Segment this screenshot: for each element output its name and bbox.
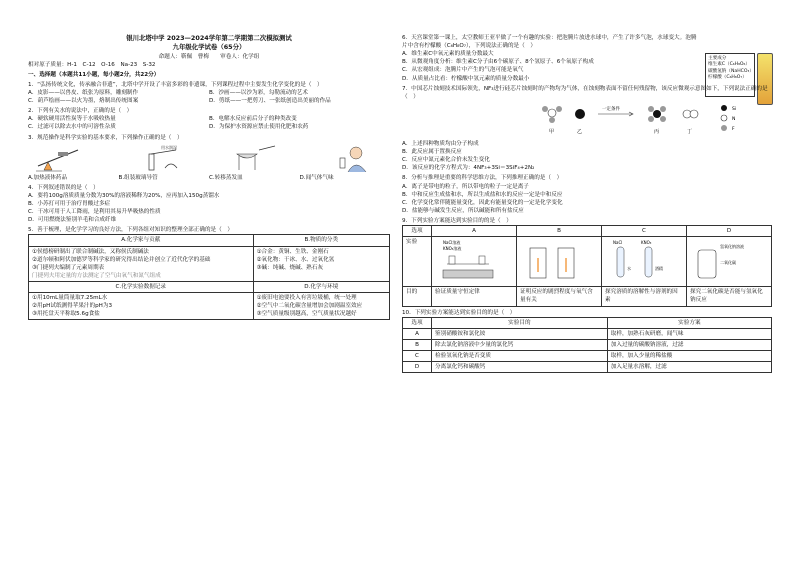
molecule-yi — [575, 109, 585, 119]
q10-header-plan: 实验方案 — [607, 317, 771, 328]
q5-stem: 5．善于梳理，是化学学习的良好方法，下列各组对知识的整理全部正确的是（ ） — [28, 227, 233, 234]
q9-goal-label: 目的 — [403, 287, 432, 306]
table-row — [403, 362, 772, 373]
q3-figures — [28, 144, 390, 172]
q5-b-line1: ①合金：黄铜、生铁、金刚石 — [256, 248, 329, 255]
q9-goal-c: 探究溶质的溶解性与溶剂的因素 — [602, 287, 687, 306]
q1-option-d: D．剪纸——一把剪刀、一张纸创造出美丽的作品 — [209, 98, 331, 105]
q5-head-d: D.化学与环境 — [253, 281, 389, 292]
label-jia: 甲 — [549, 128, 555, 135]
q1-stem: 1．“弘扬传统文化，传承融合非遗”，北塔中学开设了丰富多彩的非遗课，下列课程过程中主要发生化学变化的是（ ） — [28, 81, 323, 88]
left-column — [28, 34, 390, 320]
q5-c-line2: ②用pH试纸测得苹果汁的pH为3 — [32, 303, 113, 310]
q8-stem: 8．分析与推理是重要的科学思维方法，下列推理正确的是（ ） — [402, 175, 563, 182]
si-atom-icon — [721, 105, 727, 111]
q10-table — [402, 317, 772, 374]
q10-header-option: 选项 — [403, 317, 432, 328]
q5-cell-d — [253, 293, 389, 320]
q8-option-c: C．化学变化常伴随能量变化，因此有能量变化的一定是化学变化 — [402, 199, 563, 206]
balance-figure — [435, 238, 505, 282]
q5-table — [28, 234, 390, 320]
q2-option-a: A．硬软硬用活性炭等于水吸收热量 — [28, 116, 116, 123]
q9-fig-b — [517, 237, 602, 287]
q5-head-b: B.物质的分类 — [253, 235, 389, 246]
smelling-gas-figure — [308, 144, 390, 172]
q6-option-d: D．从质量占比看：柠檬酸中氢元素的质量分数最小 — [402, 75, 530, 82]
co2-bottle-figure — [690, 238, 760, 282]
q9-fig-c — [602, 237, 687, 287]
q9-header-c: C — [602, 226, 687, 237]
q4-option-d: D．可用燃烧法鉴别羊毛和合成纤维 — [28, 217, 117, 224]
q10-a-plan: 取样，加熟石灰研磨，闻气味 — [607, 328, 771, 339]
test-tubes-figure — [605, 238, 675, 282]
q6-stem: 6．天宫课堂第一课上，太空教师王亚平做了一个有趣的实验：把泡腾片放进水球中，产生了许多气泡，水球变大。泡腾片中含有柠檬酸（C₆H₈O₇），下列说法正确的是（ ） — [402, 35, 697, 50]
q7-option-d: D．该反应的化学方程式为：4NF₃+3Si＝3SiF₄+2N₂ — [402, 165, 535, 172]
glass-tube-figure — [121, 144, 203, 172]
label-ding: 丁 — [687, 128, 693, 135]
reaction-condition: 一定条件 — [602, 106, 620, 112]
q7-option-b: B．此反应属于置换反应 — [402, 149, 462, 156]
q5-d-line3: ③空气质量级别越高，空气质量状况越好 — [256, 311, 357, 318]
q5-a-note: 门捷列夫用定量的方法测定了空气由氧气和氮气组成 — [32, 272, 161, 279]
q5-b-line3: ③碱：纯碱、烧碱、熟石灰 — [256, 264, 324, 271]
q8-option-b: B．中和反应生成盐和水，所以生成盐和水的反应一定是中和反应 — [402, 191, 563, 198]
q5-cell-a — [29, 246, 254, 281]
label-yi: 乙 — [577, 128, 583, 135]
q10-c-plan: 取样，加入少量的稀盐酸 — [607, 350, 771, 361]
label-line4: 柠檬酸（C₆H₈O₇） — [708, 75, 747, 81]
q9-header-option: 选项 — [403, 226, 432, 237]
q4-stem: 4．下列叙述错误的是（ ） — [28, 184, 99, 191]
q5-d-line1: ①废旧电池要投入有害垃圾桶，统一处理 — [256, 295, 357, 302]
f-atom-icon — [721, 125, 727, 131]
table-row — [403, 350, 772, 361]
q5-c-line1: ①用10mL量筒量取7.25mL水 — [32, 295, 108, 302]
q9-row-label: 实验 — [403, 237, 432, 287]
q5-head-c: C.化学实验数据记录 — [29, 281, 254, 292]
q3-option-c: C.转移蒸发皿 — [209, 174, 243, 181]
q1-options — [28, 89, 390, 105]
legend-si: Si — [732, 106, 737, 112]
q3-options — [28, 174, 390, 182]
q9-goal-b: 证明反应的剧烈程度与氧气含量有关 — [517, 287, 602, 306]
jars-figure — [520, 238, 590, 282]
q10-d-option: D — [403, 362, 432, 373]
label-line1: 主要成分 — [708, 56, 727, 61]
q10-d-goal: 分离氯化钙和碳酸钙 — [432, 362, 608, 373]
q5-cell-c — [29, 293, 254, 320]
q5-cell-b — [253, 246, 389, 281]
q10-a-option: A — [403, 328, 432, 339]
q3-option-b: B.组装玻璃导管 — [118, 174, 158, 181]
label-line3: 碳酸氢钠（NaHCO₃） — [708, 68, 754, 74]
q10-c-goal: 检验氢氧化钠是否变质 — [432, 350, 608, 361]
q10-header-goal: 实验目的 — [432, 317, 608, 328]
q2-options — [28, 115, 390, 131]
q5-a-line2: ②道尔顿和阿伏加德罗等科学家的研究得出结论并创立了近代化学的基础 — [32, 256, 211, 263]
heating-liquid-figure — [28, 144, 110, 172]
q9-d-text1: 氢氧化钠溶液 — [720, 244, 744, 250]
q9-a-text1: NaCl溶液 — [443, 240, 461, 246]
q2-stem: 2．下列有关水的说法中，正确的是（ ） — [28, 108, 133, 115]
q9-goal-a: 验证质量守恒定律 — [432, 287, 517, 306]
q9-c-text4: 酒精 — [655, 266, 663, 272]
q3-stem: 3．规范操作是科学实验的基本要求，下列操作正确的是（ ） — [28, 134, 183, 141]
q8-option-d: D．盐能够与碱发生反应，所以碱能和所有盐反应 — [402, 207, 524, 214]
q5-a-line3: ③门捷列夫编制了元素周期表 — [32, 264, 105, 271]
n-atom-icon — [721, 115, 727, 121]
molecule-bing — [648, 106, 666, 122]
table-row — [403, 328, 772, 339]
q9-c-text1: NaCl — [613, 240, 623, 246]
q4-option-c: C．干冰可用于人工降雨，是利用其易升华吸热的性质 — [28, 209, 161, 216]
molecule-jia — [542, 106, 562, 123]
q9-fig-d — [687, 237, 772, 287]
atomic-masses: 相对原子质量：H-1 C-12 O-16 Na-23 S-32 — [28, 61, 156, 68]
q9-d-text2: 二氧化碳 — [720, 260, 736, 266]
q2-option-b: B．电解水反应前后分子的种类改变 — [209, 116, 297, 123]
q6-option-b: B．从微观角度分析：维生素C分子由6个碳原子、8个氢原子、6个氧原子构成 — [402, 59, 594, 66]
q9-table — [402, 225, 772, 306]
exam-authors: 命题人：靳佩 曹梅 审卷人：化学组 — [158, 53, 260, 60]
q9-goal-d: 探究二氧化碳是否能与氢氧化钠反应 — [687, 287, 772, 306]
q9-header-d: D — [687, 226, 772, 237]
q1-option-c: C．葫芦绘画——以火为墨，烙制出传统图案 — [28, 98, 139, 105]
q7-option-a: A．上述四种物质均由分子构成 — [402, 140, 479, 147]
q5-head-a: A.化学家与贡献 — [29, 235, 254, 246]
legend-f: F — [732, 126, 735, 132]
q5-d-line2: ②空气中二氧化碳含量增加会加剧温室效应 — [256, 303, 363, 310]
exam-subtitle: 九年级化学试卷（65分） — [172, 43, 246, 52]
q9-fig-a — [432, 237, 517, 287]
q2-option-d: D．为保护水资源应禁止使用化肥和农药 — [209, 124, 309, 131]
q10-d-plan: 加入足量水溶解，过滤 — [607, 362, 771, 373]
section-heading: 一、选择题（本题共11小题，每小题2分，共22分） — [28, 71, 160, 78]
q10-b-goal: 除去氯化钠溶液中少量的氯化钙 — [432, 339, 608, 350]
evaporating-dish-figure — [215, 144, 297, 172]
q3-option-d: D.闻气体气味 — [299, 174, 334, 181]
q7-option-c: C．反应中氮元素化合价未发生变化 — [402, 157, 490, 164]
q9-c-text2: KNO₃ — [641, 240, 652, 246]
q6-option-c: C．从宏观组成：泡腾片中产生的气泡可能是氧气 — [402, 67, 524, 74]
reaction-diagram — [402, 101, 772, 137]
q4-option-b: B．小苏打可用于治疗胃酸过多症 — [28, 200, 111, 207]
q10-c-option: C — [403, 350, 432, 361]
q10-a-goal: 鉴别硝酸铵和氯化铵 — [432, 328, 608, 339]
q10-b-plan: 加入过量的碳酸钠溶液，过滤 — [607, 339, 771, 350]
q1-option-a: A．皮影——以兽皮、纸张为原料，雕刻制作 — [28, 90, 139, 96]
q4-option-a: A．要将100g溶质质量分数为30%的溶液稀释为20%，应再加入150g蒸馏水 — [28, 192, 220, 199]
q7-stem: 7．中国芯片蚀刻技术国际领先，NF₃进行硅芯片蚀刻时的产物均为气体，在蚀刻物表面不留任何残留物，该反应微观示意图如下，下列说法正确的是（ ） — [402, 85, 768, 100]
q9-c-text3: 水 — [627, 266, 631, 272]
exam-title: 银川北塔中学 2023—2024学年第二学期第二次模拟测试 — [126, 34, 292, 42]
q9-header-b: B — [517, 226, 602, 237]
label-line2: 维生素C（C₆H₈O₆） — [708, 62, 750, 68]
q3-fig-label: 用水润湿 — [161, 144, 178, 150]
q5-c-line3: ③用托盘天平称取5.6g食盐 — [32, 311, 100, 318]
q8-option-a: A．离子是带电的粒子，所以带电的粒子一定是离子 — [402, 183, 529, 190]
q9-a-text2: KNO₃溶液 — [443, 246, 462, 252]
q5-b-line2: ②氧化物：干冰、水、过氧化氢 — [256, 256, 335, 263]
q1-option-b: B．沙画——以沙为彩，勾勒流动的艺术 — [209, 90, 308, 96]
label-bing: 丙 — [654, 128, 660, 135]
table-row — [403, 339, 772, 350]
q9-header-a: A — [432, 226, 517, 237]
right-column — [402, 34, 772, 373]
q2-option-c: C．过滤可以除去水中的可溶性杂质 — [28, 124, 116, 131]
q10-b-option: B — [403, 339, 432, 350]
q9-stem: 9．下列实验方案能达到实验目的的是（ ） — [402, 217, 512, 224]
molecule-ding — [683, 110, 698, 118]
q5-a-line1: ①侯德榜研制出了联合制碱法，又称侯氏制碱法 — [32, 248, 149, 255]
q10-stem: 10．下列实验方案能达到实验目的的是（ ） — [402, 309, 516, 316]
q3-option-a: A.加热液体药品 — [28, 174, 68, 181]
q6-option-a: A．维生素C中氧元素的质量分数最大 — [402, 51, 494, 58]
legend-n: N — [732, 116, 736, 122]
